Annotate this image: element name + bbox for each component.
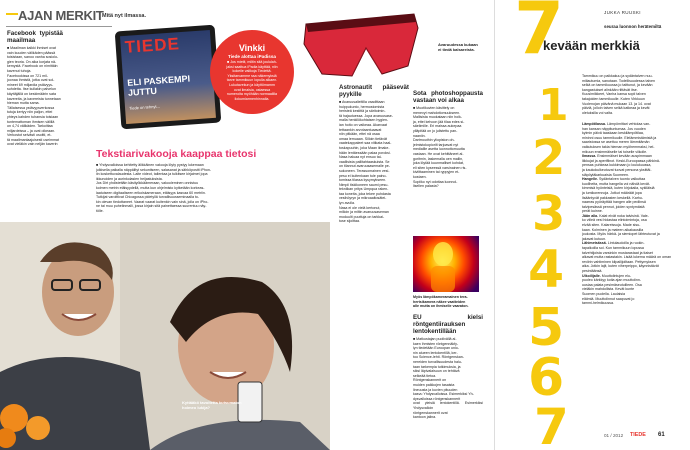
- text-line: tomissa tilassa kysymykseen.: [339, 178, 387, 183]
- item-text: reviirin vahtiminen kilpailijoiltaan. Pettymyksen: [582, 259, 656, 264]
- text-line: ■ Muotikuvien käsittely on: [413, 106, 455, 110]
- text-line: ne tai muu puhelinmalli, jossa kirjain sitä painettaessa suurentuu näy-: [96, 204, 207, 209]
- item-text: tammi-helmikuussa.: [582, 301, 614, 306]
- text-line: Jos Dirt yhdistettäin käsityökkäämeraan, vakooleminen onnistuu: [96, 181, 199, 186]
- text-line: Vuolenojan päivänä mukaan 13. ja 14. ovat: [582, 101, 651, 106]
- space-body: [339, 100, 409, 224]
- text-line: kasvu Yhdysvalloissa. Esimerkiksi Yh-: [413, 392, 474, 397]
- item-text: jakavat kutuun.: [582, 236, 607, 241]
- text-line: lyn avulla.: [339, 201, 355, 206]
- text-line: röntgenskannerit ovat: [413, 410, 448, 415]
- item-text: vaikutuksen takia hieman myöhemmaksi, hel-: [582, 144, 655, 149]
- people-illustration-icon: [0, 222, 330, 450]
- header-rule: [6, 26, 112, 27]
- eu-article: [413, 314, 483, 446]
- caption-line: Avaruudessa kukaan: [438, 42, 478, 47]
- photoshop-body: [413, 106, 483, 189]
- section-title: AJAN MERKIT: [18, 8, 104, 23]
- text-line: nin alueen lentokentillä, ker-: [413, 350, 458, 355]
- text-line: naaniin.: [413, 133, 426, 138]
- text-line: Kuusimiikkeet, Vanha kansa sopii talven: [582, 92, 646, 97]
- brand-logo: TIEDE: [630, 432, 646, 438]
- item-line: [582, 301, 682, 306]
- text-line: kostaen.: [413, 174, 427, 179]
- item-text: eläimiä. Muuttolinnut saapuvat jo: [582, 296, 635, 301]
- text-line: miilautumia, sanotaan. Todellisuudessa talven: [582, 78, 656, 83]
- space-article: [339, 84, 409, 304]
- item-text: uusiaa palata pesimäseutuilleen. Osa: [582, 282, 642, 287]
- shorts-image: [296, 8, 424, 80]
- big-number: 2: [532, 130, 566, 186]
- item-text: kuollheita, mutta hangella voi nähdä kevät-: [582, 181, 651, 186]
- text-line: tuse sijoittaa.: [339, 219, 360, 224]
- item-label: Ilmassa.: [582, 154, 597, 159]
- text-line: ovat ilmaisia, ostaessa: [233, 87, 271, 92]
- text-line: vesihöyryn ja mikroaaltosätei-: [339, 196, 387, 201]
- item-text: Suomen puolella. Laulaisia: [582, 291, 625, 296]
- item-text: puoleo kärkkyy kotia ajan muuttolinn-: [582, 278, 642, 283]
- item-text: mikuun ensimmäiselle tai toiselle viikolle.: [582, 149, 648, 154]
- text-line: päiviä, jolloin talven selkä katkeaa ja kevät: [582, 106, 650, 111]
- text-line: numeroita myöhään normaalilla: [226, 92, 278, 97]
- text-line: säelimille. Eri maissa aukepaa: [413, 124, 462, 129]
- text-line: takajoiden tammikuulle. Kuten Virkkuun: [582, 96, 645, 101]
- text-line: menevyt mahdottomuukseen.: [413, 110, 461, 115]
- text-line: ilokumiarmenhinnalla.: [234, 96, 270, 101]
- item-text: perät kuinne.: [582, 209, 603, 214]
- text-line: tettaankin arvotaantuaavat: [339, 127, 382, 132]
- caption-line: hoimeo lukija?: [182, 405, 211, 410]
- item-text: lisääntyvät pakkasten keskellä. Karhu-: [582, 195, 644, 200]
- text-line: Sopiiko nyt odottaa luonnol-: [413, 179, 458, 184]
- shorts-icon: [296, 8, 424, 80]
- eu-title: EU kielsi röntgentiirauksen lentokentillään: [413, 314, 483, 335]
- text-line: Tammikuu on paikkakuu ja sydäntalven nuu-: [582, 74, 653, 78]
- text-line: Nasa ei ole vielä kertonut,: [339, 205, 381, 210]
- text-line: laatuiseen digitaaliseen erikoiskameraan, etäisyys kasvaa 60 metriin.: [96, 190, 206, 195]
- item-text: vieläkin mahdollista. Kevät kunte: [582, 287, 635, 292]
- item-label: Lähimetsässä.: [582, 241, 607, 246]
- item-text: aika. Jotkin lajit, kuten viherpeippo, käynnistävät: [582, 264, 659, 269]
- text-line: gien teoria. On aika korjata nä-: [7, 59, 57, 64]
- text-line: vaatekappaleet saa vitikata haal-: [339, 141, 392, 146]
- text-line: miljardeissa – ja ovat oikeaan.: [7, 128, 56, 133]
- text-line: ■ Matkustajan puolivällä al-: [413, 337, 457, 341]
- item-label: Jään alla.: [582, 213, 599, 218]
- text-line: Röntgenskannerit on: [413, 378, 447, 383]
- ipad-frame: [115, 25, 222, 130]
- text-line: Tällaisessa ystävyysverkossa: [7, 105, 55, 110]
- shorts-caption: [438, 42, 498, 52]
- textile-title: Tekstiarivakooja kaappaa tietosi: [96, 148, 257, 160]
- text-line: käyttäjällä on keskimäärin sata: [7, 91, 56, 96]
- magazine-cover: [120, 30, 216, 124]
- text-line: kangastukset alinkään riittävät itse.: [582, 87, 638, 92]
- text-line: pesu ei kuitenkaan tule paino-: [339, 173, 387, 178]
- text-line: Dartmouthin yliopiston oh-: [413, 138, 455, 143]
- text-line: taan tarkempia tutkimuksia, ja: [413, 364, 461, 369]
- text-line: lyn tiedetään Euroopan unio-: [413, 346, 459, 351]
- text-line: jelmistokopiorilt tarjoavat nyt: [413, 142, 459, 147]
- item-text: kimmisä hyönteisiä, kuten kirjokaiia, sykliäisiä: [582, 186, 655, 191]
- text-line: ■ Maailman kaikki ihmiset ovat: [7, 46, 56, 50]
- text-line: Nasa haluaa nyt ensuo tai-: [339, 155, 382, 160]
- photo-caption: [182, 400, 252, 410]
- text-line: on 4,74 välikäden. Tarkoittaa: [7, 124, 53, 129]
- page-footer: [604, 432, 690, 442]
- item-text: Lintulaudoilla ja ruokin-: [607, 241, 645, 246]
- issue-number: 01 / 2012: [604, 433, 624, 438]
- caption-line: ei tiedä kalsareista.: [438, 47, 475, 52]
- text-line: moduulit puuttuja on tarkkai-: [339, 214, 385, 219]
- text-line: on tilannut avaruusasemalle pe-: [339, 164, 390, 169]
- tagline: seuraa luonnon herätemiltä: [604, 24, 662, 29]
- big-numbers: [500, 0, 580, 450]
- text-line: kin olevan tiedottaneet. Vaarat vaarat kuitenkin vain sinä, jolla on iPho-: [96, 199, 209, 204]
- textile-body: [96, 163, 324, 219]
- caption-line: hertsikamera näkee vaatteiden: [413, 299, 466, 304]
- text-line: Nimpii tiskikoneen saumi pesu-: [339, 182, 389, 187]
- item-text: ja kaukokulkeutuvat tuovat persona yksittäi-: [582, 167, 652, 172]
- item-text: alkavat mutta rastastakin. Lisää lukema määrä on oman: [582, 255, 672, 260]
- text-line: ylläpitää on jo julistettu pan-: [413, 128, 458, 133]
- text-line: too Science-lehti. Röntgenskan-: [413, 355, 464, 360]
- caption-line: Kyttääkö tavoitetta kutsumaton: [182, 400, 242, 405]
- text-line: siksi läpivalaisuun on tehtävä: [413, 369, 460, 374]
- text-line: Mallisista muokataan niin hoik-: [413, 115, 462, 120]
- text-line: dysvalloissa röntgenskannerit: [413, 396, 461, 401]
- text-line: Facebookissa on 721 mil-: [7, 73, 48, 78]
- vinkki-bubble: [210, 30, 294, 114]
- item-text: kaan. Kolminen ja mateen aikakausilla: [582, 227, 644, 232]
- magazine-ipad: [118, 28, 220, 128]
- text-line: jaksi saattua iPadia käyttää, niin: [226, 64, 278, 69]
- vinkki-title: Vinkki: [238, 43, 266, 53]
- text-line: kolmen metrin etäisyydellä, mutta kun ohjelmisto kytketään korkeas-: [96, 185, 205, 190]
- text-line: hieman mutta sama.: [7, 101, 40, 106]
- item-label: Ulkoilijalle.: [582, 273, 601, 278]
- big-number: 5: [528, 298, 565, 358]
- text-line: ovat vieläkin vain neljän kaverin: [7, 142, 58, 147]
- item-text: han kansan näppituntumaa. Jos vuoden: [582, 126, 646, 131]
- text-line: omaa lemuaan. Silloin tietävät: [339, 136, 387, 141]
- big-number: 7: [514, 0, 565, 70]
- text-line: ■ Yhdysvalloissa kehitetty älikkäinen vakooja löyty pystyy lukemaan: [96, 163, 204, 167]
- text-line: ian hoito on vaikeaa. Akarvaat: [339, 122, 387, 127]
- text-line: vaallisista pallitahtaaskuista. Se: [339, 159, 390, 164]
- big-number: 4: [528, 240, 565, 300]
- item-text: Lämpömittari vehtolaa van-: [606, 122, 651, 126]
- text-line: sukoneen. Terassomainen vesi-: [339, 168, 390, 173]
- author: JUKKA RUUSKI: [604, 10, 641, 15]
- text-line: ja, ettei kehoon jää tilaa edes si-: [413, 119, 465, 124]
- text-line: vain kuuden välikäden päässä: [7, 50, 56, 55]
- text-line: milloin ja miltin avaruusaseman: [339, 210, 389, 215]
- text-line: kavereita, ja kavereista tunnetaan: [7, 96, 61, 101]
- text-line: lisellen palasta?: [413, 184, 439, 189]
- text-line: goritmin, laskemalla oen mallin,: [413, 156, 464, 161]
- magazine-headline-2: JUTTU: [127, 85, 158, 98]
- text-line: oletuksilla voi valta.: [582, 110, 613, 115]
- big-number: 7: [534, 398, 569, 450]
- text-line: ikkunoiden ja aurinkolasien heijastuksista.: [96, 176, 163, 181]
- text-line: ■ Avaruusalieitilla vaadittaan: [339, 100, 385, 104]
- text-line: tekniikan yritys Umpqua raken-: [339, 187, 389, 192]
- page-number: 61: [658, 432, 665, 438]
- item-text: kylmin päivä taaskaan keskilämpötilaa,: [582, 131, 644, 136]
- text-line: tölle.: [96, 208, 104, 213]
- magazine-title: TIEDE: [124, 34, 181, 57]
- text-line: muiden paikkojen tasaista: [413, 382, 455, 387]
- big-number: 6: [528, 348, 565, 408]
- text-line: Tutkijat varoittivat Chicagossa pidetyllä turvallisuusseminaalla to-: [96, 195, 200, 200]
- vinkki-body: [210, 60, 294, 101]
- section-header: [6, 8, 147, 24]
- item-text: ko viileä vesi hidastaa elintoimintoja, osa: [582, 218, 647, 223]
- big-number: 3: [532, 186, 566, 242]
- text-line: tä maailmanlaajuisesti useimmat: [7, 137, 59, 142]
- section-header-bar: [6, 13, 18, 15]
- text-line: kaen ihmisten röntgennäkfy-: [413, 341, 459, 346]
- text-line: julkisella paikalla näppäiltyt sekuntiseen, salasanat ja sähköpostit iPhon-: [96, 167, 212, 172]
- text-line: malla henkilökohtaisen hygien-: [339, 118, 389, 123]
- text-line: kantoon jalina.: [413, 415, 437, 420]
- text-line: selkeää tietoa.: [413, 373, 437, 378]
- caption-line: alle mutta on ihmiselle vaaraton.: [413, 304, 469, 309]
- section-subtitle: Mitä nyt ilmassa.: [102, 13, 147, 19]
- item-text: pensas puhkeaa kukkimaan jo loulukuussa,: [582, 163, 652, 168]
- page-gutter: [494, 0, 495, 450]
- text-line: mineet 69 miljardia ystävyys-: [7, 82, 54, 87]
- text-line: selkä on tammikuussa jo taittunut, ja kevään: [582, 83, 653, 88]
- thermal-caption: [413, 295, 485, 309]
- photoshop-article: [413, 90, 483, 198]
- item-text: Ensimmäiset kevään auspimmaan: [597, 154, 652, 159]
- facebook-title: Facebook typistää maailmaa: [7, 30, 63, 44]
- text-line: heristeä kestittä ja säritoimin-: [339, 109, 386, 114]
- item-text: saaristossa se asettuu meren lämmitämän: [582, 140, 650, 145]
- item-text: siäpöytäkarkuaisia Suomeen.: [582, 172, 629, 177]
- magazine-sub: Tiede on tehnyt...: [128, 103, 160, 111]
- text-line: Yksitarvamme ssa näkemyksiä: [227, 73, 277, 78]
- text-line: eli siten kyseessä varsinainen ris-: [413, 165, 467, 170]
- text-line: tutuja kertyy niin paljon, ettei: [7, 110, 53, 115]
- caption-line: Myös lämpökameramainen tera-: [413, 295, 468, 299]
- text-line: tä hajautuessa. Jopa avaruusase-: [339, 113, 393, 118]
- eu-body: [413, 337, 483, 420]
- right-intro: [582, 74, 682, 115]
- space-title: Astronautit pääsevät pyykille: [339, 84, 409, 98]
- item-text: tapaikoilla soi. Kun tammikuun lopussa: [582, 246, 644, 251]
- text-line: kavenut tuhoja.: [7, 68, 32, 73]
- text-line: toisistaan, sanoo vanha sosiolo-: [7, 55, 59, 60]
- text-line: mediallle asetta luonnottomuutta: [413, 147, 465, 152]
- right-items: [582, 122, 682, 428]
- text-line: yhteys kahden tuhansia toisiaan: [7, 114, 59, 119]
- item-text: ja lumikorennoja. Jotkut määräät jopa: [582, 190, 642, 195]
- item-text: naarras pyöräyttää hangen alle pediinsä: [582, 200, 646, 205]
- text-line: Lukutavekun ja käyttömamm: [229, 82, 275, 87]
- text-line: vastaan. He ovat kehittäneet al-: [413, 151, 464, 156]
- item-text: joukosta. Myös härkä- ja siemiopet lähteutuvat ja: [582, 232, 660, 237]
- text-line: Verkostot selvästi osoitti, et-: [7, 133, 52, 138]
- text-line: toskapuuhin, joka Maan ilmake-: [339, 145, 390, 150]
- text-line: joka löytää kuunmalliset kohdat,: [413, 161, 464, 166]
- text-line: ■ Jos mietit, miltin sitä joululah-: [227, 60, 277, 64]
- item-text: pesintäänsä.: [582, 269, 603, 273]
- text-line: joonaa ihmistä, jotka ovat sol-: [7, 78, 55, 83]
- big-number: 1: [538, 80, 569, 131]
- text-line: hään lentäessään palaa poroksi.: [339, 150, 391, 155]
- text-line: lineuusta ja kuvien pituuden: [413, 387, 458, 392]
- item-label: Lämpötilassa.: [582, 122, 606, 126]
- facebook-body: [7, 46, 63, 147]
- people-photo: [0, 222, 330, 450]
- text-line: kokeile valikoja Tiedettä.: [232, 69, 272, 74]
- text-line: kemystä. Facebook on nimittäin: [7, 64, 58, 69]
- item-text: Muuttolintujen elu-: [601, 273, 632, 278]
- item-text: Sydäntalven tuonto valkuttaa: [598, 177, 646, 182]
- text-line: tarve tammikuun lopulla alkaen.: [226, 78, 278, 83]
- item-text: mininni osuu tammikuulle. Elelämmistämistä ja: [582, 135, 657, 140]
- photoshop-title: Sota photoshoppausta vastaan voi alkaa: [413, 90, 483, 104]
- text-line: suhdetta. Itse kullakin palvelun: [7, 87, 56, 92]
- item-text: Kalat elvät noka talvisinä. Vale-: [599, 213, 649, 218]
- text-line: huippukunto, hermostomista: [339, 104, 385, 109]
- right-title: kevään merkkiä: [543, 38, 640, 53]
- text-line: nereiden turvallisuudesta halu-: [413, 359, 462, 364]
- text-line: ovat yleisiä lentokentillä. Esimerkiksi Yhdysvalloin: [413, 401, 483, 410]
- thermal-image: [413, 236, 479, 292]
- text-line: kiviittaaminen tai ryppyjen et-: [413, 170, 460, 175]
- item-text: liikkujat ja aperiflinot. Keski-Euroopassa pähkinä-: [582, 158, 661, 163]
- text-line: iin koskettuvalaudesta. Laite videot, tallentaa ja tulkitsee kirjaimet jopa: [96, 172, 208, 177]
- vinkki-subtitle: Tiede alottaa iPadissa: [228, 54, 276, 59]
- text-line: taa koneita, joka tekee puhdasta: [339, 191, 391, 196]
- magazine-headline-1: ELI PASKEMPI: [126, 73, 191, 88]
- text-line: niin pitkään, ettei nä osaa: [339, 132, 380, 137]
- item-text: elvää siten. Kalareissuja. Made sisu-: [582, 223, 641, 228]
- thermal-figure-icon: [413, 236, 479, 292]
- facebook-article: [7, 30, 63, 190]
- item-label: Hangelle.: [582, 177, 598, 182]
- text-line: tuntemattoman ihmisen välillä: [7, 119, 55, 124]
- item-text: talvehtijoista varsinkin mustarastaat ja tiaiset: [582, 250, 653, 255]
- item-text: talvipesässä pennut, joiden syntymästä: [582, 204, 645, 209]
